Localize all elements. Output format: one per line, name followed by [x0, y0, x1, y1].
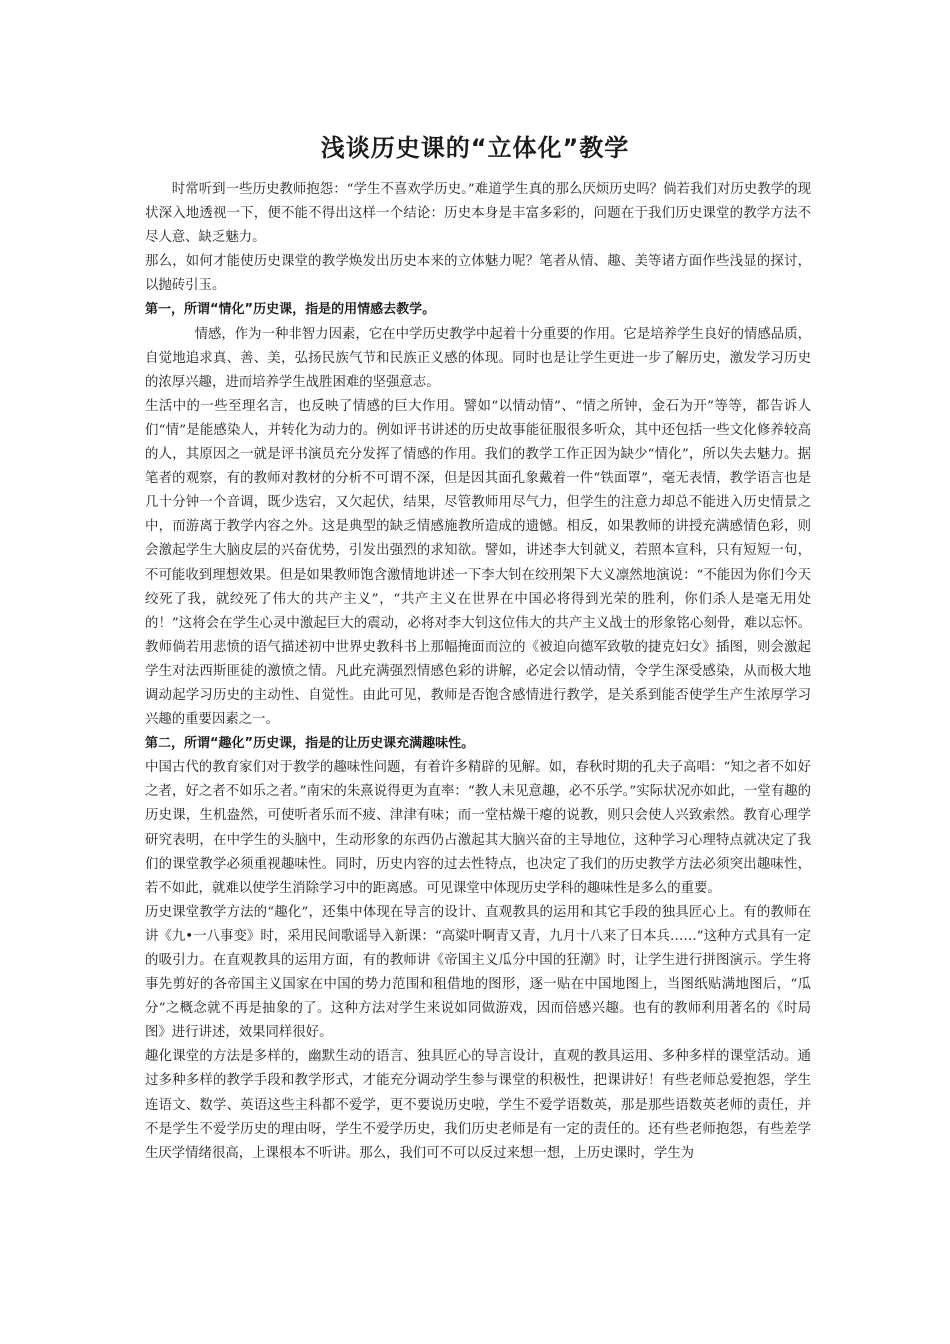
document-body	[145, 178, 811, 1166]
paragraph: 生活中的一些至理名言，也反映了情感的巨大作用。譬如“以情动情”、“情之所钟，金石为开”等等，都告诉人们“情”是能感染人，并转化为动力的。例如评书讲述的历史故事能征服很多听众，其中还包括一些文化修养较高的人，其原因之一就是评书演员充分发挥了情感的作用。我们的教学工作正因为缺少“情化”，所以失去魅力。据笔者的观察，有的教师对教材的分析不可谓不深，但是因其面孔象戴着一件“铁面罩”，毫无表情，教学语言也是几十分钟一个音调，既少迭宕，又欠起伏，结果，尽管教师用尽气力，但学生的注意力却总不能进入历史情景之中，而游离于教学内容之外。这是典型的缺乏情感施教所造成的遗憾。相反，如果教师的讲授充满感情色彩，则会激起学生大脑皮层的兴奋优势，引发出强烈的求知欲。譬如，讲述李大钊就义，若照本宣科，只有短短一句，不可能收到理想效果。但是如果教师饱含激情地讲述一下李大钊在绞刑架下大义凛然地演说：“不能因为你们今天绞死了我，就绞死了伟大的共产主义”，“共产主义在世界在中国必将得到光荣的胜利，你们杀人是毫无用处的！”这将会在学生心灵中激起巨大的震动，必将对李大钊这位伟大的共产主义战士的形象铭心刻骨，难以忘怀。教师倘若用悲愤的语气描述初中世界史教科书上那幅掩面而泣的《被迫向德军致敬的捷克妇女》插图，则会激起学生对法西斯匪徒的激愤之情。凡此充满强烈情感色彩的讲解，必定会以情动情，令学生深受感染，从而极大地调动起学习历史的主动性、自觉性。由此可见，教师是否饱含感情进行教学，是关系到能否使学生产生浓厚学习兴趣的重要因素之一。	[145, 398, 811, 728]
section-heading: 第二，所谓“趣化”历史课，指是的让历史课充满趣味性。	[145, 736, 475, 752]
paragraph: 历史课堂教学方法的“趣化”，还集中体现在导言的设计、直观教具的运用和其它手段的独具匠心上。有的教师在讲《九•一八事变》时，采用民间歌谣导入新课：“高粱叶啊青又青，九月十八来了日本兵……”这种方式具有一定的吸引力。在直观教具的运用方面，有的教师讲《帝国主义瓜分中国的狂潮》时，让学生进行拼图演示。学生将事先剪好的各帝国主义国家在中国的势力范围和租借地的图形，逐一贴在中国地图上，当图纸贴满地图后，“瓜分”之概念就不再是抽象的了。这种方法对学生来说如同做游戏，因而倍感兴趣。也有的教师利用著名的《时局图》进行讲述，效果同样很好。	[145, 904, 811, 1041]
paragraph: 时常听到一些历史教师抱怨：“学生不喜欢学历史。”难道学生真的那么厌烦历史吗？倘若我们对历史教学的现状深入地透视一下，便不能不得出这样一个结论：历史本身是丰富多彩的，问题在于我们历史课堂的教学方法不尽人意、缺乏魅力。	[145, 182, 811, 246]
section-heading: 第一，所谓“情化”历史课，指是的用情感去教学。	[145, 302, 436, 318]
document-title: 浅谈历史课的“立体化”教学	[320, 134, 630, 162]
paragraph: 中国古代的教育家们对于教学的趣味性问题，有着许多精辟的见解。如，春秋时期的孔夫子高唱：“知之者不如好之者，好之者不如乐之者。”南宋的朱熹说得更为直率：“教人未见意趣，必不乐学。”实际状况亦如此，一堂有趣的历史课，生机盎然，可使听者乐而不疲、津津有味；而一堂枯燥干瘪的说教，则只会使人兴致索然。教育心理学研究表明，在中学生的头脑中，生动形象的东西仍占激起其大脑兴奋的主导地位，这种学习心理特点就决定了我们的课堂教学必须重视趣味性。同时，历史内容的过去性特点，也决定了我们的历史教学方法必须突出趣味性，若不如此，就难以使学生消除学习中的距离感。可见课堂中体现历史学科的趣味性是多么的重要。	[145, 760, 811, 896]
paragraph: 情感，作为一种非智力因素，它在中学历史教学中起着十分重要的作用。它是培养学生良好的情感品质，自觉地追求真、善、美，弘扬民族气节和民族正义感的体现。同时也是让学生更进一步了解历史，激发学习历史的浓厚兴趣，进而培养学生战胜困难的坚强意志。	[145, 326, 811, 390]
paragraph: 那么，如何才能使历史课堂的教学焕发出历史本来的立体魅力呢？笔者从情、趣、美等诸方面作些浅显的探讨，以抛砖引玉。	[145, 254, 811, 294]
paragraph: 趣化课堂的方法是多样的，幽默生动的语言、独具匠心的导言设计，直观的教具运用、多种多样的课堂活动。通过多种多样的教学手段和教学形式，才能充分调动学生参与课堂的积极性，把课讲好！有些老师总爱抱怨，学生连语文、数学、英语这些主科都不爱学，更不要说历史啦，学生不爱学语数英，那是那些语数英老师的责任，并不是学生不爱学历史的理由呀，学生不爱学历史，我们历史老师是有一定的责任的。还有些老师抱怨，有些差学生厌学情绪很高，上课根本不听讲。那么，我们可不可以反过来想一想，上历史课时，学生为	[145, 1049, 811, 1161]
